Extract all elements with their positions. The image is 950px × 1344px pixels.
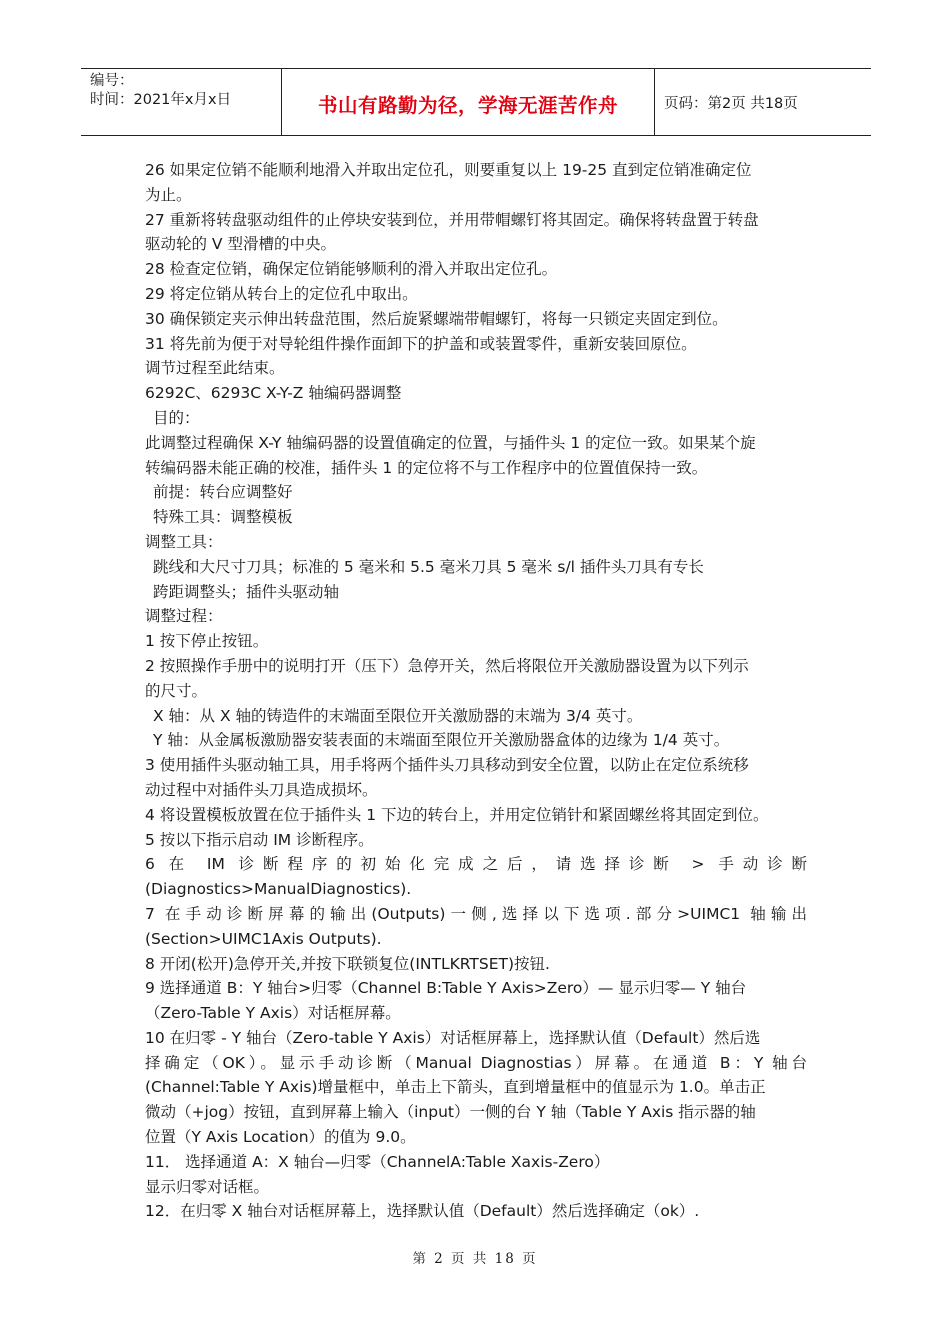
paragraph: 6 在 IM 诊断程序的初始化完成之后，请选择诊断 > 手动诊断 [145,855,807,874]
paragraph: 4 将设置模板放置在位于插件头 1 下边的转台上，并用定位销针和紧固螺丝将其固定到位。 [145,805,769,824]
paragraph: (Diagnostics>ManualDiagnostics). [145,880,412,899]
paragraph: 11． 选择通道 A：X 轴台—归零（ChannelA:Table Xaxis-Zero） [145,1152,610,1171]
paragraph: 28 检查定位销，确保定位销能够顺利的滑入并取出定位孔。 [145,260,558,279]
paragraph: (Section>UIMC1Axis Outputs). [145,929,382,948]
paragraph: 动过程中对插件头刀具造成损坏。 [145,780,378,799]
document-header [81,68,871,136]
paragraph: 特殊工具：调整模板 [153,508,293,527]
paragraph: 显示归零对话框。 [145,1177,270,1196]
paragraph: 微动（+jog）按钮，直到屏幕上输入（input）一侧的台 Y 轴（Table Y Axis 指示器的轴 [145,1103,756,1122]
header-motto: 书山有路勤为径，学海无涯苦作舟 [282,69,655,135]
paragraph: 5 按以下指示启动 IM 诊断程序。 [145,830,374,849]
paragraph: 目的： [153,408,200,427]
paragraph: 29 将定位销从转台上的定位孔中取出。 [145,284,418,303]
paragraph: 的尺寸。 [145,681,208,700]
page-footer: 第 2 页 共 18 页 [412,1251,538,1267]
paragraph: 30 确保锁定夹示伸出转盘范围，然后旋紧螺端带帽螺钉，将每一只锁定夹固定到位。 [145,309,728,328]
section-heading: 6292C、6293C X-Y-Z 轴编码器调整 [145,384,402,403]
paragraph: 转编码器未能正确的校准，插件头 1 的定位将不与工作程序中的位置值保持一致。 [145,458,708,477]
header-page-info: 页码：第2页 共18页 [664,95,798,112]
paragraph: 8 开闭(松开)急停开关,并按下联锁复位(INTLKRTSET)按钮. [145,954,550,973]
number-label: 编号： [90,73,134,89]
date-label: 时间：2021年x月x日 [90,92,232,108]
paragraph: 跨距调整头；插件头驱动轴 [153,582,340,601]
paragraph: 10 在归零 - Y 轴台（Zero-table Y Axis）对话框屏幕上，选择默认值（Default）然后选 [145,1028,761,1047]
paragraph: 26 如果定位销不能顺利地滑入并取出定位孔，则要重复以上 19-25 直到定位销准确定位 [145,161,752,179]
paragraph: 调整工具： [145,532,223,551]
paragraph: 前提：转台应调整好 [153,483,293,502]
paragraph: 2 按照操作手册中的说明打开（压下）急停开关，然后将限位开关激励器设置为以下列示 [145,656,749,675]
paragraph: 1 按下停止按钮。 [145,632,269,651]
header-meta [81,69,282,135]
paragraph: 位置（Y Axis Location）的值为 9.0。 [145,1128,416,1147]
paragraph: Y 轴：从金属板激励器安装表面的末端面至限位开关激励器盒体的边缘为 1/4 英寸。 [153,731,730,750]
paragraph: 9 选择通道 B：Y 轴台>归零（Channel B:Table Y Axis>Zero）— 显示归零— Y 轴台 [145,979,747,998]
paragraph: 31 将先前为便于对导轮组件操作面卸下的护盖和或装置零件，重新安装回原位。 [145,334,697,353]
paragraph: 驱动轮的 V 型滑槽的中央。 [145,235,336,254]
paragraph: 此调整过程确保 X-Y 轴编码器的设置值确定的位置，与插件头 1 的定位一致。如果某个旋 [145,433,756,452]
paragraph: 27 重新将转盘驱动组件的止停块安装到位，并用带帽螺钉将其固定。确保将转盘置于转盘 [145,210,759,229]
paragraph: 调整过程： [145,607,223,626]
paragraph: X 轴：从 X 轴的铸造件的末端面至限位开关激励器的末端为 3/4 英寸。 [153,706,643,725]
document-body [145,158,807,1224]
paragraph: 调节过程至此结束。 [145,359,285,378]
paragraph: （Zero-Table Y Axis）对话框屏幕。 [145,1004,401,1023]
paragraph: 12．在归零 X 轴台对话框屏幕上，选择默认值（Default）然后选择确定（ok）. [145,1202,700,1221]
paragraph: 7 在手动诊断屏幕的输出(Outputs)一侧,选择以下选项.部分>UIMC1 轴输出 [145,904,807,923]
paragraph: (Channel:Table Y Axis)增量框中，单击上下箭头，直到增量框中的值显示为 1.0。单击正 [145,1078,766,1097]
paragraph: 择确定（OK）。显示手动诊断（Manual Diagnostias）屏幕。在通道 B：Y 轴台 [145,1053,807,1072]
paragraph: 为止。 [145,185,192,204]
paragraph: 3 使用插件头驱动轴工具，用手将两个插件头刀具移动到安全位置，以防止在定位系统移 [145,756,749,775]
paragraph: 跳线和大尺寸刀具；标准的 5 毫米和 5.5 毫米刀具 5 毫米 s/l 插件头刀具有专长 [153,557,704,576]
